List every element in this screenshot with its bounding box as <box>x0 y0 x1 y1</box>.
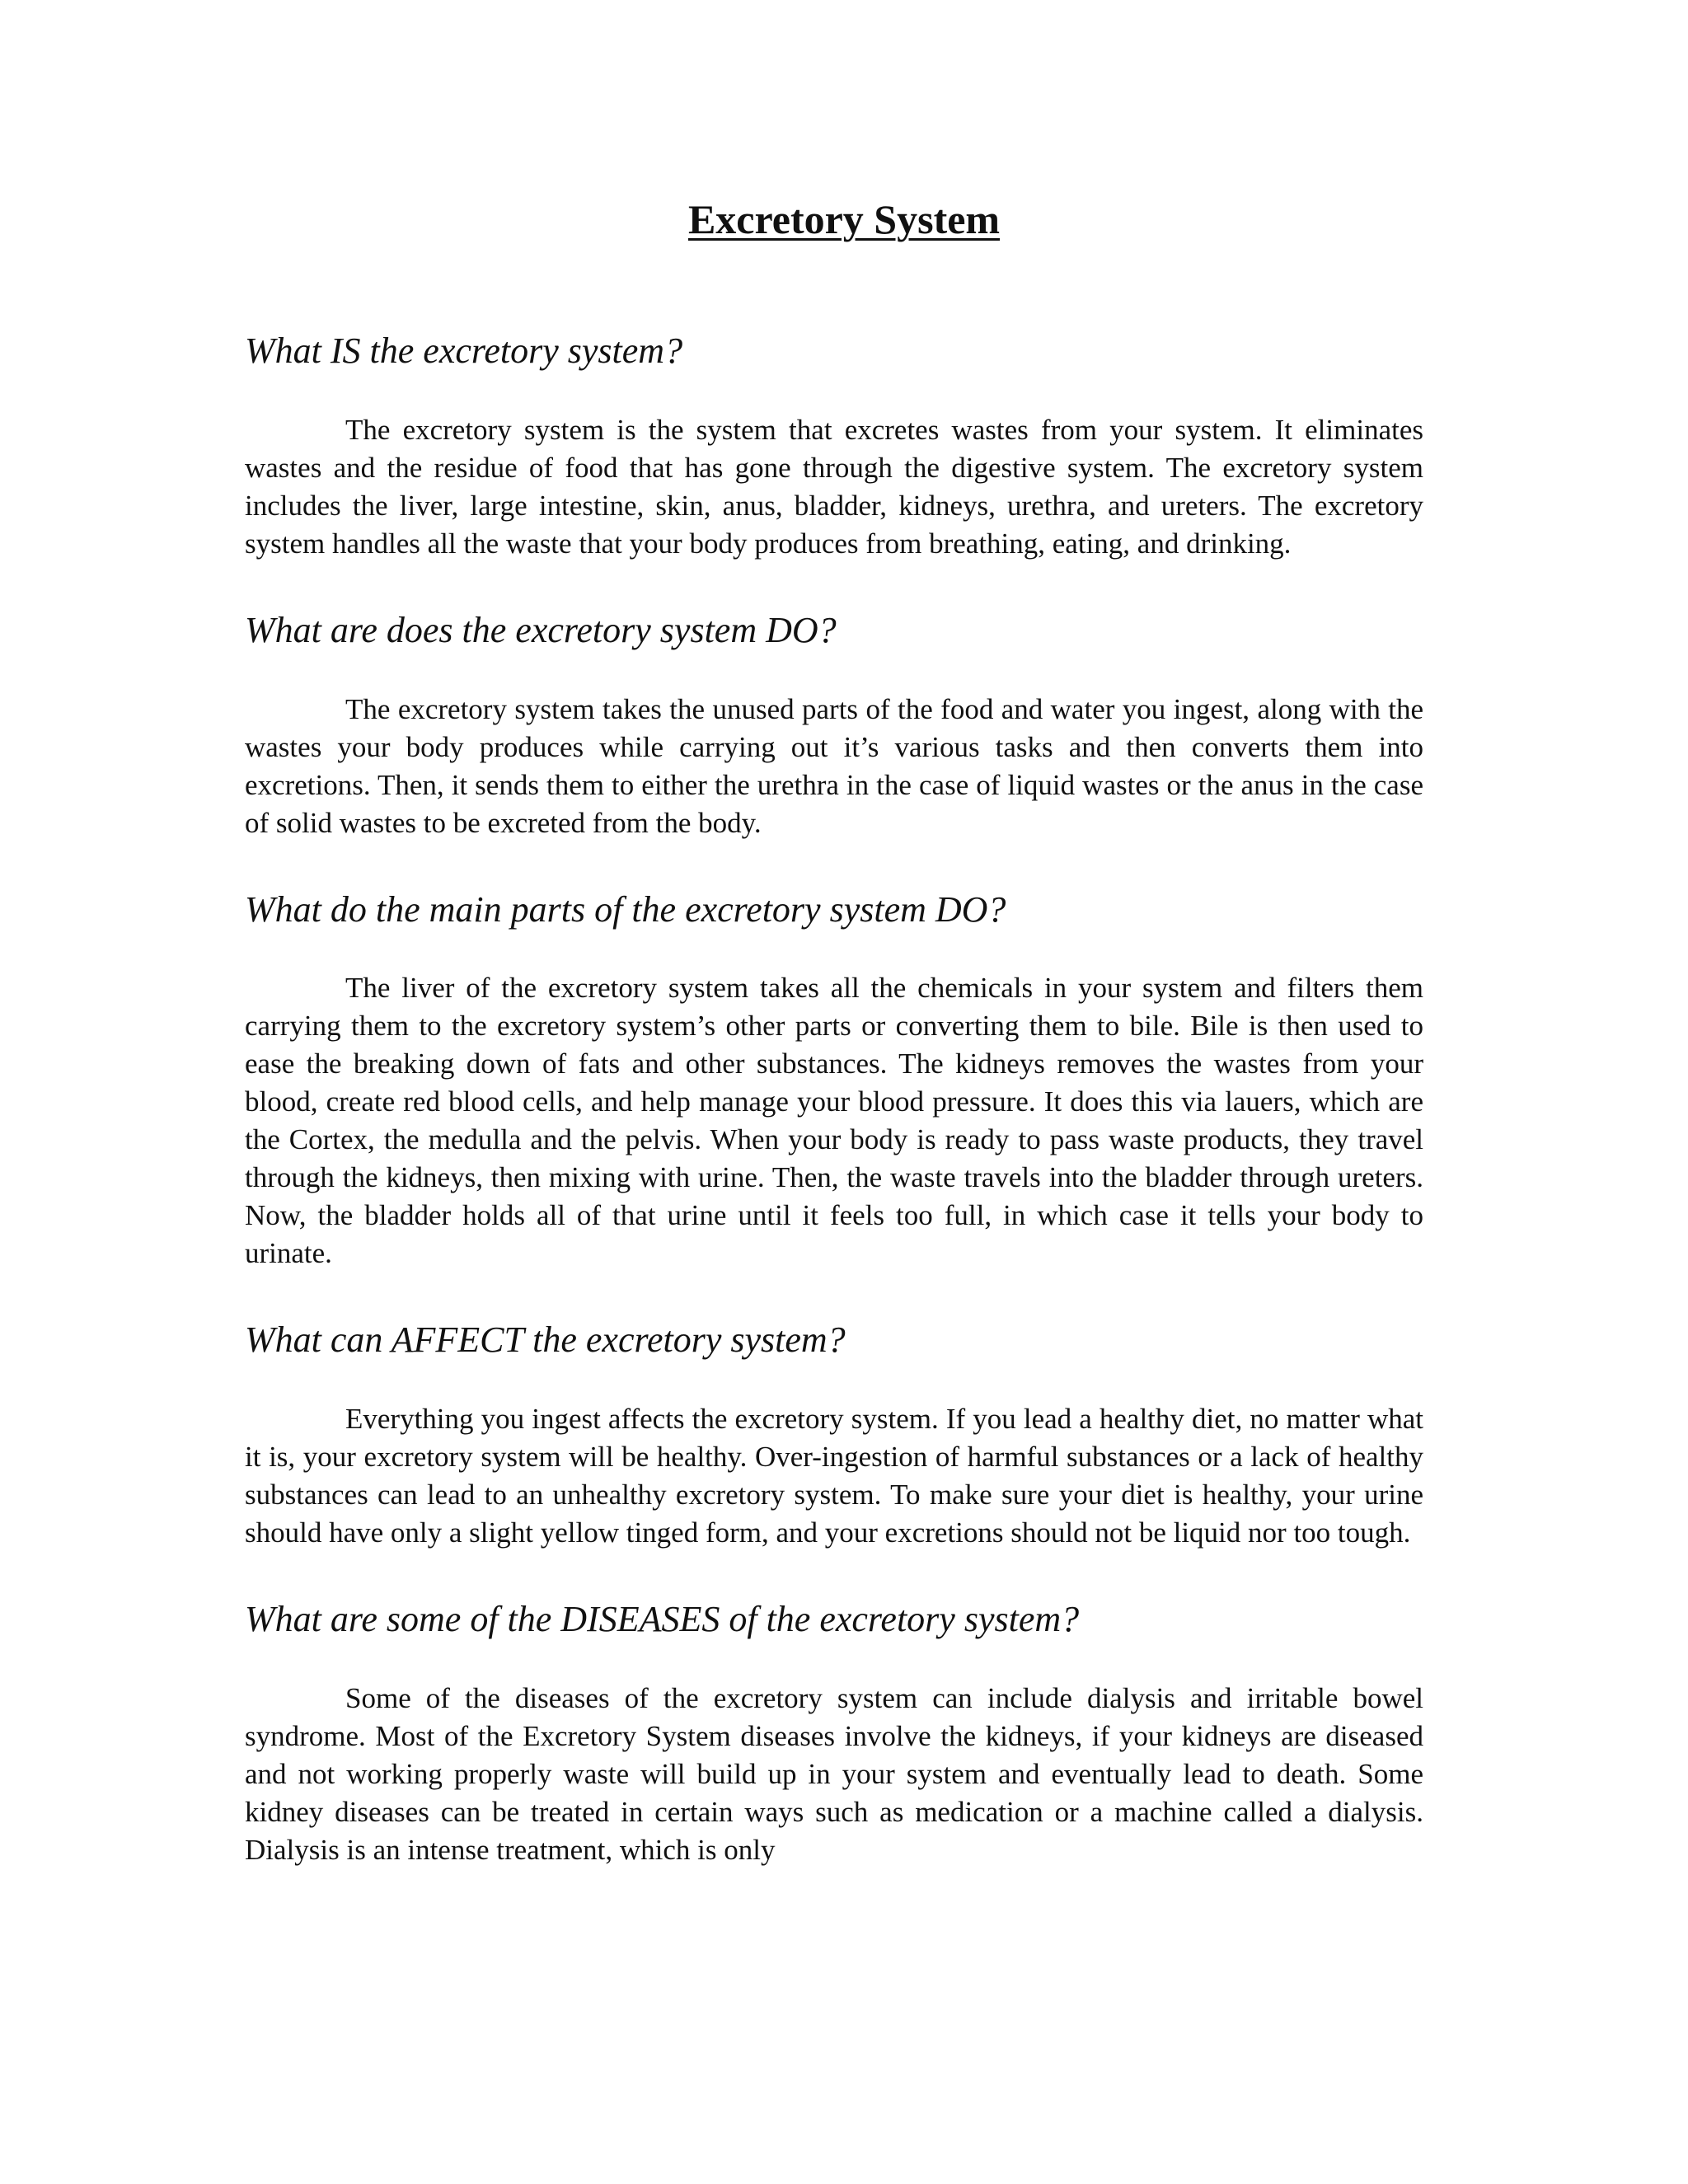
section-heading: What do the main parts of the excretory system DO? <box>245 888 1006 930</box>
section-what-does <box>245 609 1423 842</box>
section-diseases <box>245 1598 1423 1869</box>
section-heading: What IS the excretory system? <box>245 330 683 371</box>
page-title: Excretory System <box>687 196 1001 242</box>
section-affect <box>245 1319 1423 1552</box>
document-body <box>245 330 1423 1869</box>
section-paragraph: The liver of the excretory system takes all the chemicals in your system and filters them carrying them to the excretory system’s other parts or converting them to bile. Bile is then used to ease the breaking down of fats and other substances. The kidneys removes the wastes from your blood, create red blood cells, and help manage your blood pressure. It does this via lauers, which are the Cortex, the medulla and the pelvis. When your body is ready to pass waste products, they travel through the kidneys, then mixing with urine. Then, the waste travels into the bladder through ureters. Now, the bladder holds all of that urine until it feels too full, in which case it tells your body to urinate. <box>245 972 1423 1270</box>
section-paragraph: Some of the diseases of the excretory system can include dialysis and irritable bowel syndrome. Most of the Excretory System diseases involve the kidneys, if your kidneys are diseased and not working properly waste will build up in your system and eventually lead to death. Some kidney diseases can be treated in certain ways such as medication or a machine called a dialysis. Dialysis is an intense treatment, which is only <box>245 1681 1423 1866</box>
section-main-parts <box>245 888 1423 1273</box>
section-heading: What are some of the DISEASES of the excretory system? <box>245 1599 1080 1640</box>
section-paragraph: The excretory system is the system that excretes wastes from your system. It eliminates wastes and the residue of food that has gone through the digestive system. The excretory system includes the liver, large intestine, skin, anus, bladder, kidneys, urethra, and ureters. The excretory system handles all the waste that your body produces from breathing, eating, and drinking. <box>245 413 1423 560</box>
section-what-is <box>245 330 1423 563</box>
section-paragraph: Everything you ingest affects the excretory system. If you lead a healthy diet, no matter what it is, your excretory system will be healthy. Over-ingestion of harmful substances or a lack of healthy substances can lead to an unhealthy excretory system. To make sure your diet is healthy, your urine should have only a slight yellow tinged form, and your excretions should not be liquid nor too tough. <box>245 1403 1423 1549</box>
section-paragraph: The excretory system takes the unused parts of the food and water you ingest, along with the wastes your body produces while carrying out it’s various tasks and then converts them into excretions. Then, it sends them to either the urethra in the case of liquid wastes or the anus in the case of solid wastes to be excreted from the body. <box>245 692 1423 839</box>
section-heading: What are does the excretory system DO? <box>245 609 837 650</box>
section-heading: What can AFFECT the excretory system? <box>245 1319 846 1361</box>
